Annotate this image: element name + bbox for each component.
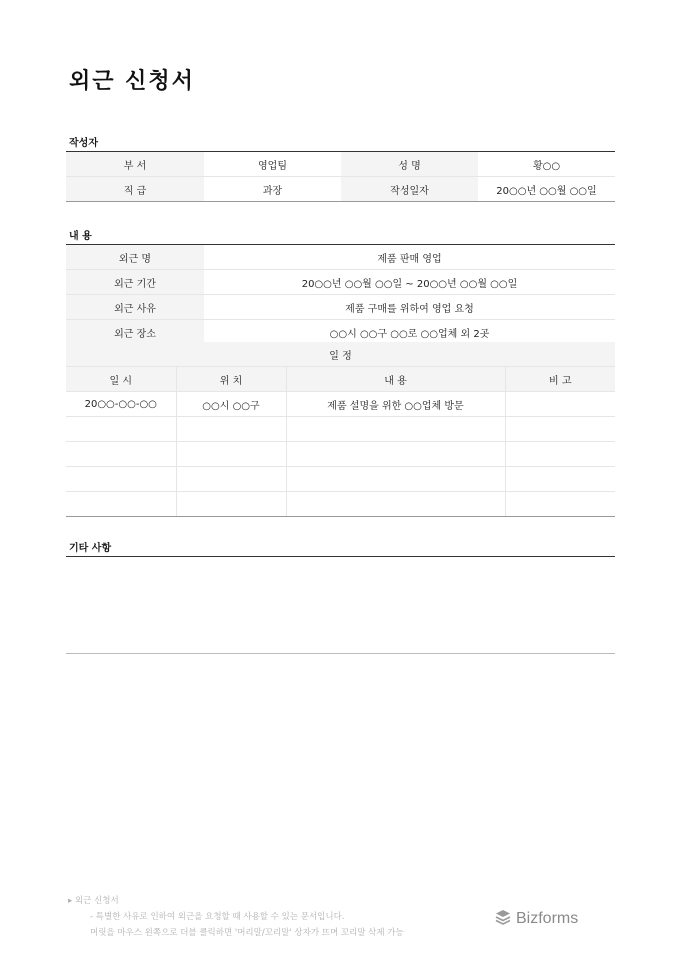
footer-line-title: ▸ 외근 신청서: [68, 896, 119, 906]
outing-reason-value[interactable]: 제품 구매를 위하여 영업 요청: [204, 295, 615, 320]
etc-top-rule: [66, 556, 615, 557]
author-row: [66, 177, 615, 202]
schedule-row: [66, 417, 615, 442]
etc-section-label: 기타 사항: [69, 543, 112, 554]
content-row: [66, 295, 615, 320]
schedule-header-row: [66, 367, 615, 392]
outing-period-header: 외근 기간: [66, 270, 204, 295]
footer-line-hint: 머릿을 마우스 왼쪽으로 더블 클릭하면 '머리말/꼬리말' 상자가 뜨며 꼬리말 삭제 가능: [90, 928, 404, 938]
schedule-note-cell[interactable]: [505, 467, 615, 492]
schedule-location-cell[interactable]: [176, 492, 286, 517]
schedule-note-cell[interactable]: [505, 417, 615, 442]
outing-name-header: 외근 명: [66, 245, 204, 270]
outing-name-value[interactable]: 제품 판매 영업: [204, 245, 615, 270]
department-value[interactable]: 영업팀: [204, 152, 341, 177]
logo-text: Bizforms: [516, 910, 579, 927]
author-table: [66, 151, 615, 202]
footer-line-description: - 특별한 사유로 인하여 외근을 요청할 때 사용할 수 있는 문서입니다.: [90, 912, 345, 922]
schedule-location-cell[interactable]: ○○시 ○○구: [176, 392, 286, 417]
schedule-row: [66, 392, 615, 417]
schedule-content-cell[interactable]: [286, 492, 505, 517]
name-value[interactable]: 황○○: [478, 152, 615, 177]
content-row: [66, 270, 615, 295]
schedule-title: 일 정: [66, 342, 615, 367]
schedule-location-header: 위 치: [176, 367, 286, 392]
schedule-location-cell[interactable]: [176, 417, 286, 442]
outing-place-value[interactable]: ○○시 ○○구 ○○로 ○○업체 외 2곳: [204, 320, 615, 345]
schedule-content-cell[interactable]: 제품 설명을 위한 ○○업체 방문: [286, 392, 505, 417]
footer-notes: [68, 893, 404, 941]
schedule-note-cell[interactable]: [505, 492, 615, 517]
schedule-datetime-cell[interactable]: [66, 417, 176, 442]
schedule-datetime-cell[interactable]: [66, 492, 176, 517]
schedule-note-cell[interactable]: [505, 392, 615, 417]
outing-reason-header: 외근 사유: [66, 295, 204, 320]
author-section-label: 작성자: [69, 138, 98, 149]
content-row: [66, 245, 615, 270]
bizforms-logo: [494, 908, 578, 930]
schedule-table: [66, 342, 615, 517]
schedule-datetime-cell[interactable]: 20○○-○○-○○: [66, 392, 176, 417]
etc-bottom-rule: [66, 653, 615, 654]
schedule-row: [66, 442, 615, 467]
schedule-title-row: [66, 342, 615, 367]
schedule-location-cell[interactable]: [176, 442, 286, 467]
schedule-content-cell[interactable]: [286, 467, 505, 492]
schedule-datetime-header: 일 시: [66, 367, 176, 392]
stacked-layers-icon: [494, 908, 512, 930]
etc-text-area[interactable]: [66, 558, 615, 652]
schedule-location-cell[interactable]: [176, 467, 286, 492]
date-header: 작성일자: [341, 177, 478, 202]
content-section-label: 내 용: [69, 231, 92, 242]
schedule-row: [66, 467, 615, 492]
author-row: [66, 152, 615, 177]
document-title: 외근 신청서: [69, 69, 195, 94]
content-row: [66, 320, 615, 345]
position-value[interactable]: 과장: [204, 177, 341, 202]
outing-period-value[interactable]: 20○○년 ○○월 ○○일 ~ 20○○년 ○○월 ○○일: [204, 270, 615, 295]
schedule-datetime-cell[interactable]: [66, 467, 176, 492]
content-table: [66, 244, 615, 345]
schedule-note-cell[interactable]: [505, 442, 615, 467]
schedule-content-cell[interactable]: [286, 442, 505, 467]
schedule-content-cell[interactable]: [286, 417, 505, 442]
schedule-row: [66, 492, 615, 517]
outing-place-header: 외근 장소: [66, 320, 204, 345]
name-header: 성 명: [341, 152, 478, 177]
schedule-datetime-cell[interactable]: [66, 442, 176, 467]
schedule-note-header: 비 고: [505, 367, 615, 392]
position-header: 직 급: [66, 177, 204, 202]
date-value[interactable]: 20○○년 ○○월 ○○일: [478, 177, 615, 202]
department-header: 부 서: [66, 152, 204, 177]
schedule-content-header: 내 용: [286, 367, 505, 392]
